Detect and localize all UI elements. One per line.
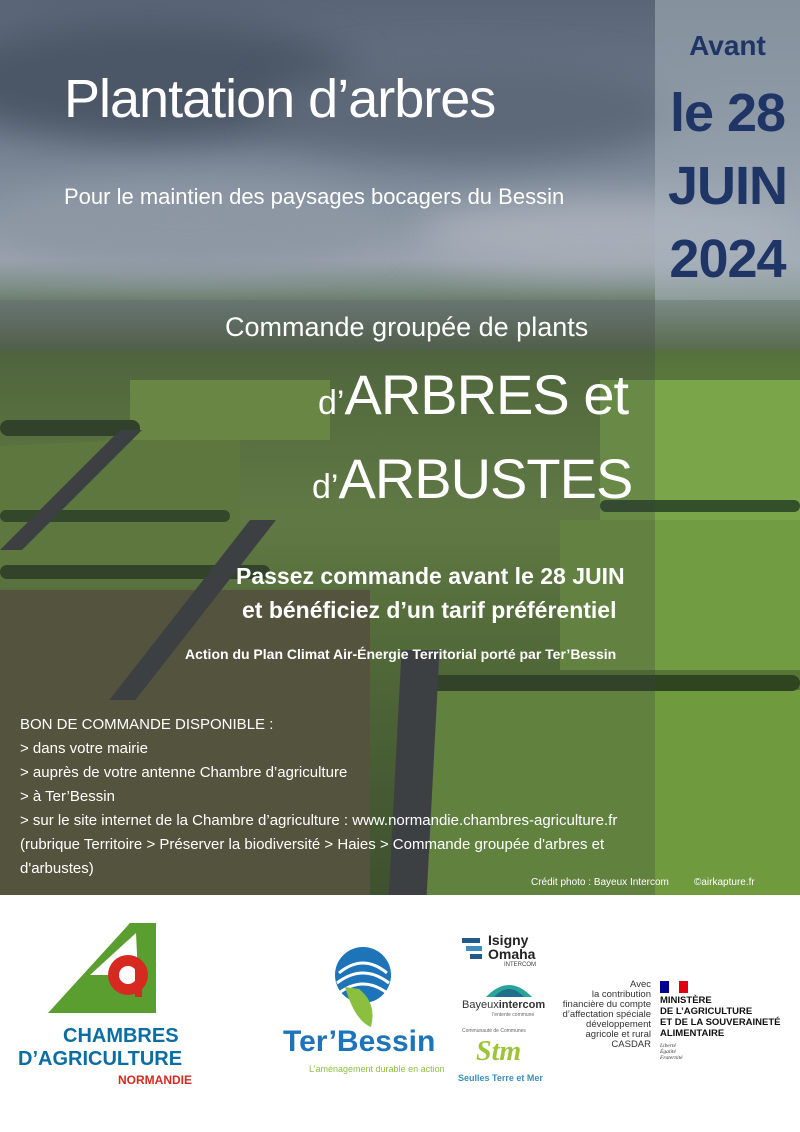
chambres-agriculture-icon <box>18 915 193 1025</box>
chambres-agriculture-logo <box>18 915 193 1115</box>
chambres-line3: NORMANDIE <box>118 1073 192 1087</box>
stm-top: Communauté de Communes <box>462 1028 526 1034</box>
stm-logo <box>458 1028 550 1088</box>
casdar-line: agricole et rural <box>585 1029 651 1040</box>
isigny-icon <box>460 934 486 964</box>
ministere-line: ALIMENTAIRE <box>660 1028 725 1039</box>
deadline-avant: Avant <box>689 30 766 61</box>
order-form-item: > à Ter’Bessin <box>20 788 115 805</box>
chambres-line1: CHAMBRES <box>63 1025 179 1047</box>
bayeux-intercom-logo <box>462 977 552 1017</box>
ministere-motto: Égalité <box>660 1049 676 1055</box>
ministere-logo <box>660 981 795 1071</box>
casdar-line: CASDAR <box>611 1039 651 1050</box>
order-form-heading: BON DE COMMANDE DISPONIBLE : <box>20 716 274 733</box>
headline-arbres-prefix: d’ <box>318 384 345 422</box>
page-subtitle: Pour le maintien des paysages bocagers du Bessin <box>64 184 565 209</box>
ministere-line: DE L’AGRICULTURE <box>660 1006 753 1017</box>
headline-arbres <box>318 362 628 427</box>
stm-bottom: Seulles Terre et Mer <box>458 1073 543 1083</box>
chambres-line2: D’AGRICULTURE <box>18 1048 183 1070</box>
partner-logos <box>0 895 800 1132</box>
order-form-item: d'arbustes) <box>20 860 94 877</box>
isigny-line3: INTERCOM <box>504 962 536 968</box>
deadline-day: le 28 <box>669 83 786 143</box>
casdar-text <box>558 979 651 1059</box>
isigny-omaha-logo <box>460 932 550 972</box>
order-form-item: > auprès de votre antenne Chambre d’agriculture <box>20 764 348 781</box>
page-title: Plantation d’arbres <box>64 69 496 129</box>
bayeux-icon <box>484 977 534 999</box>
ministere-motto: Fraternité <box>660 1055 683 1061</box>
ministere-line: MINISTÈRE <box>660 995 712 1006</box>
offer-line-2: et bénéficiez d’un tarif préférentiel <box>242 597 617 623</box>
headline-arbres-main: ARBRES et <box>344 363 629 426</box>
isigny-line1: Isigny <box>488 932 529 948</box>
order-form-item: > sur le site internet de la Chambre d’agriculture : www.normandie.chambres-agriculture.fr <box>20 812 618 829</box>
casdar-line: financière du compte <box>562 999 651 1010</box>
order-form-item: (rubrique Territoire > Préserver la biodiversité > Haies > Commande groupée d'arbres et <box>20 836 605 853</box>
photo-credit: Crédit photo : Bayeux Intercom <box>531 877 669 888</box>
intro-line: Commande groupée de plants <box>225 312 589 342</box>
bayeux-tagline: l’entente commune <box>492 1012 535 1018</box>
casdar-line: d’affectation spéciale <box>562 1009 651 1020</box>
ministere-line: ET DE LA SOUVERAINETÉ <box>660 1017 781 1028</box>
casdar-line: développement <box>586 1019 651 1030</box>
deadline-year: 2024 <box>669 229 786 289</box>
headline-arbustes-prefix: d’ <box>312 468 339 506</box>
terbessin-icon <box>283 943 443 1033</box>
stm-mark: Stm <box>476 1036 522 1067</box>
offer-line-1: Passez commande avant le 28 JUIN <box>236 563 625 589</box>
bayeux-name-part2: intercom <box>498 999 546 1011</box>
bayeux-name-part1: Bayeux <box>462 999 499 1011</box>
marianne-flag-icon <box>660 981 688 993</box>
casdar-line: la contribution <box>591 989 651 1000</box>
terbessin-logo <box>283 943 443 1093</box>
bayeux-name <box>462 999 545 1011</box>
deadline-month: JUIN <box>667 156 788 216</box>
headline-arbustes <box>312 446 632 511</box>
terbessin-name: Ter’Bessin <box>283 1025 436 1058</box>
headline-arbustes-main: ARBUSTES <box>338 447 633 510</box>
casdar-line: Avec <box>630 979 651 990</box>
action-note: Action du Plan Climat Air-Énergie Territorial porté par Ter’Bessin <box>185 646 617 662</box>
order-form-item: > dans votre mairie <box>20 740 148 757</box>
ministere-motto: Liberté <box>660 1043 676 1049</box>
isigny-line2: Omaha <box>488 946 536 962</box>
terbessin-tagline: L’aménagement durable en action <box>309 1064 445 1074</box>
airkapture-credit: ©airkapture.fr <box>694 877 755 888</box>
